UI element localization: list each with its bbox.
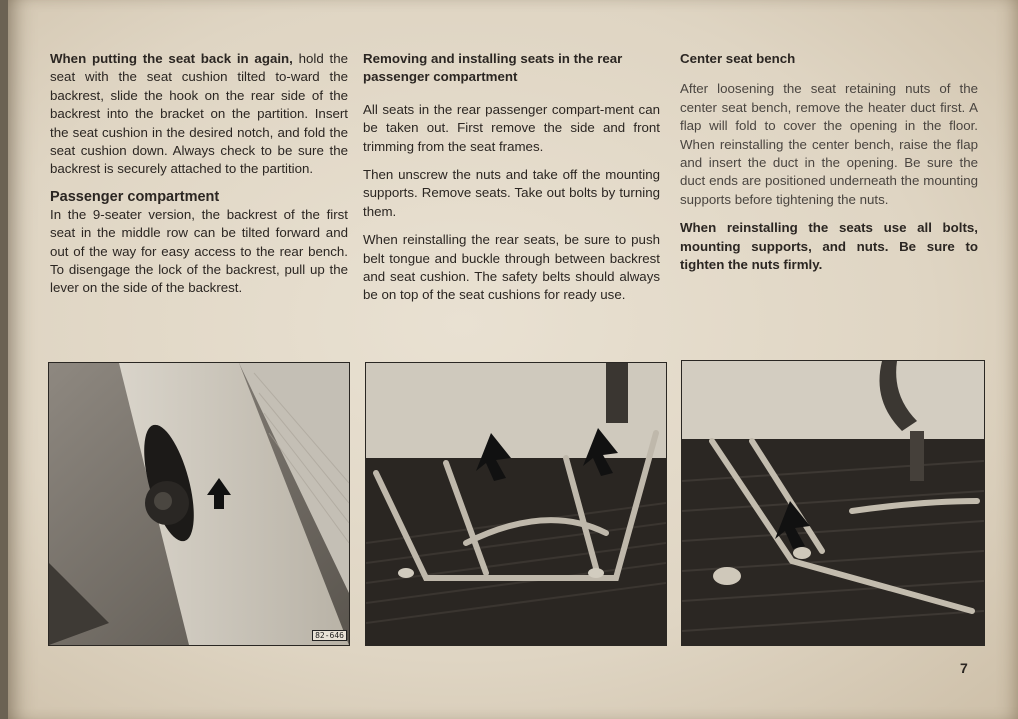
center-bench-paragraph: After loosening the seat retaining nuts of the center seat bench, remove the heater duct first. A flap will fold to cover the opening in the floor. When reinstalling the center bench, raise the flap and insert the duct in the opening. Be sure the duct ends are positioned underneath the mounting supports before tightening the nuts.	[680, 81, 978, 207]
figure-rear-seat-frame	[365, 362, 667, 646]
column-3	[680, 50, 978, 284]
figure-backrest-lever	[48, 362, 350, 646]
center-bench-warning: When reinstalling the seats use all bolts, mounting supports, and nuts. Be sure to tighten the nuts firmly.	[680, 220, 978, 273]
page-number: 7	[960, 660, 968, 676]
manual-page	[8, 0, 1018, 719]
figure-center-seat-bench	[681, 360, 985, 646]
column-2	[363, 50, 660, 315]
column-1	[50, 50, 348, 308]
lever-photo	[49, 363, 349, 645]
removing-paragraph-2: Then unscrew the nuts and take off the mounting supports. Remove seats. Take out bolts by turning them.	[363, 167, 660, 219]
section-heading-center-seat-bench: Center seat bench	[680, 51, 796, 66]
intro-lead: When putting the seat back in again,	[50, 51, 293, 66]
figure-code: 82-646	[312, 630, 347, 641]
intro-paragraph	[50, 50, 348, 179]
center-bench-photo	[682, 361, 984, 645]
seat-frame-photo	[366, 363, 666, 645]
removing-paragraph-3: When reinstalling the rear seats, be sure to push belt tongue and buckle through between backrest and seat cushion. The safety belts should always be on top of the seat cushions for ready use.	[363, 232, 660, 303]
section-heading-removing-seats: Removing and installing seats in the rear passenger compartment	[363, 51, 623, 85]
section-heading-passenger-compartment: Passenger compartment	[50, 188, 220, 205]
passenger-compartment-paragraph: In the 9-seater version, the backrest of the first seat in the middle row can be tilted forward and out of the way for easy access to the rear bench. To disengage the lock of the backrest, pull up the lever on the side of the backrest.	[50, 206, 348, 296]
intro-body: hold the seat with the seat cushion tilted to-ward the backrest, slide the hook on the rear side of the backrest into the bracket on the partition. Insert the seat cushion in the desired notch, and fold the seat cushion down. Always check to be sure the backrest is securely attached to the partition.	[50, 51, 348, 177]
removing-paragraph-1: All seats in the rear passenger compart-ment can be taken out. First remove the side and front trimming from the seat frames.	[363, 101, 660, 154]
